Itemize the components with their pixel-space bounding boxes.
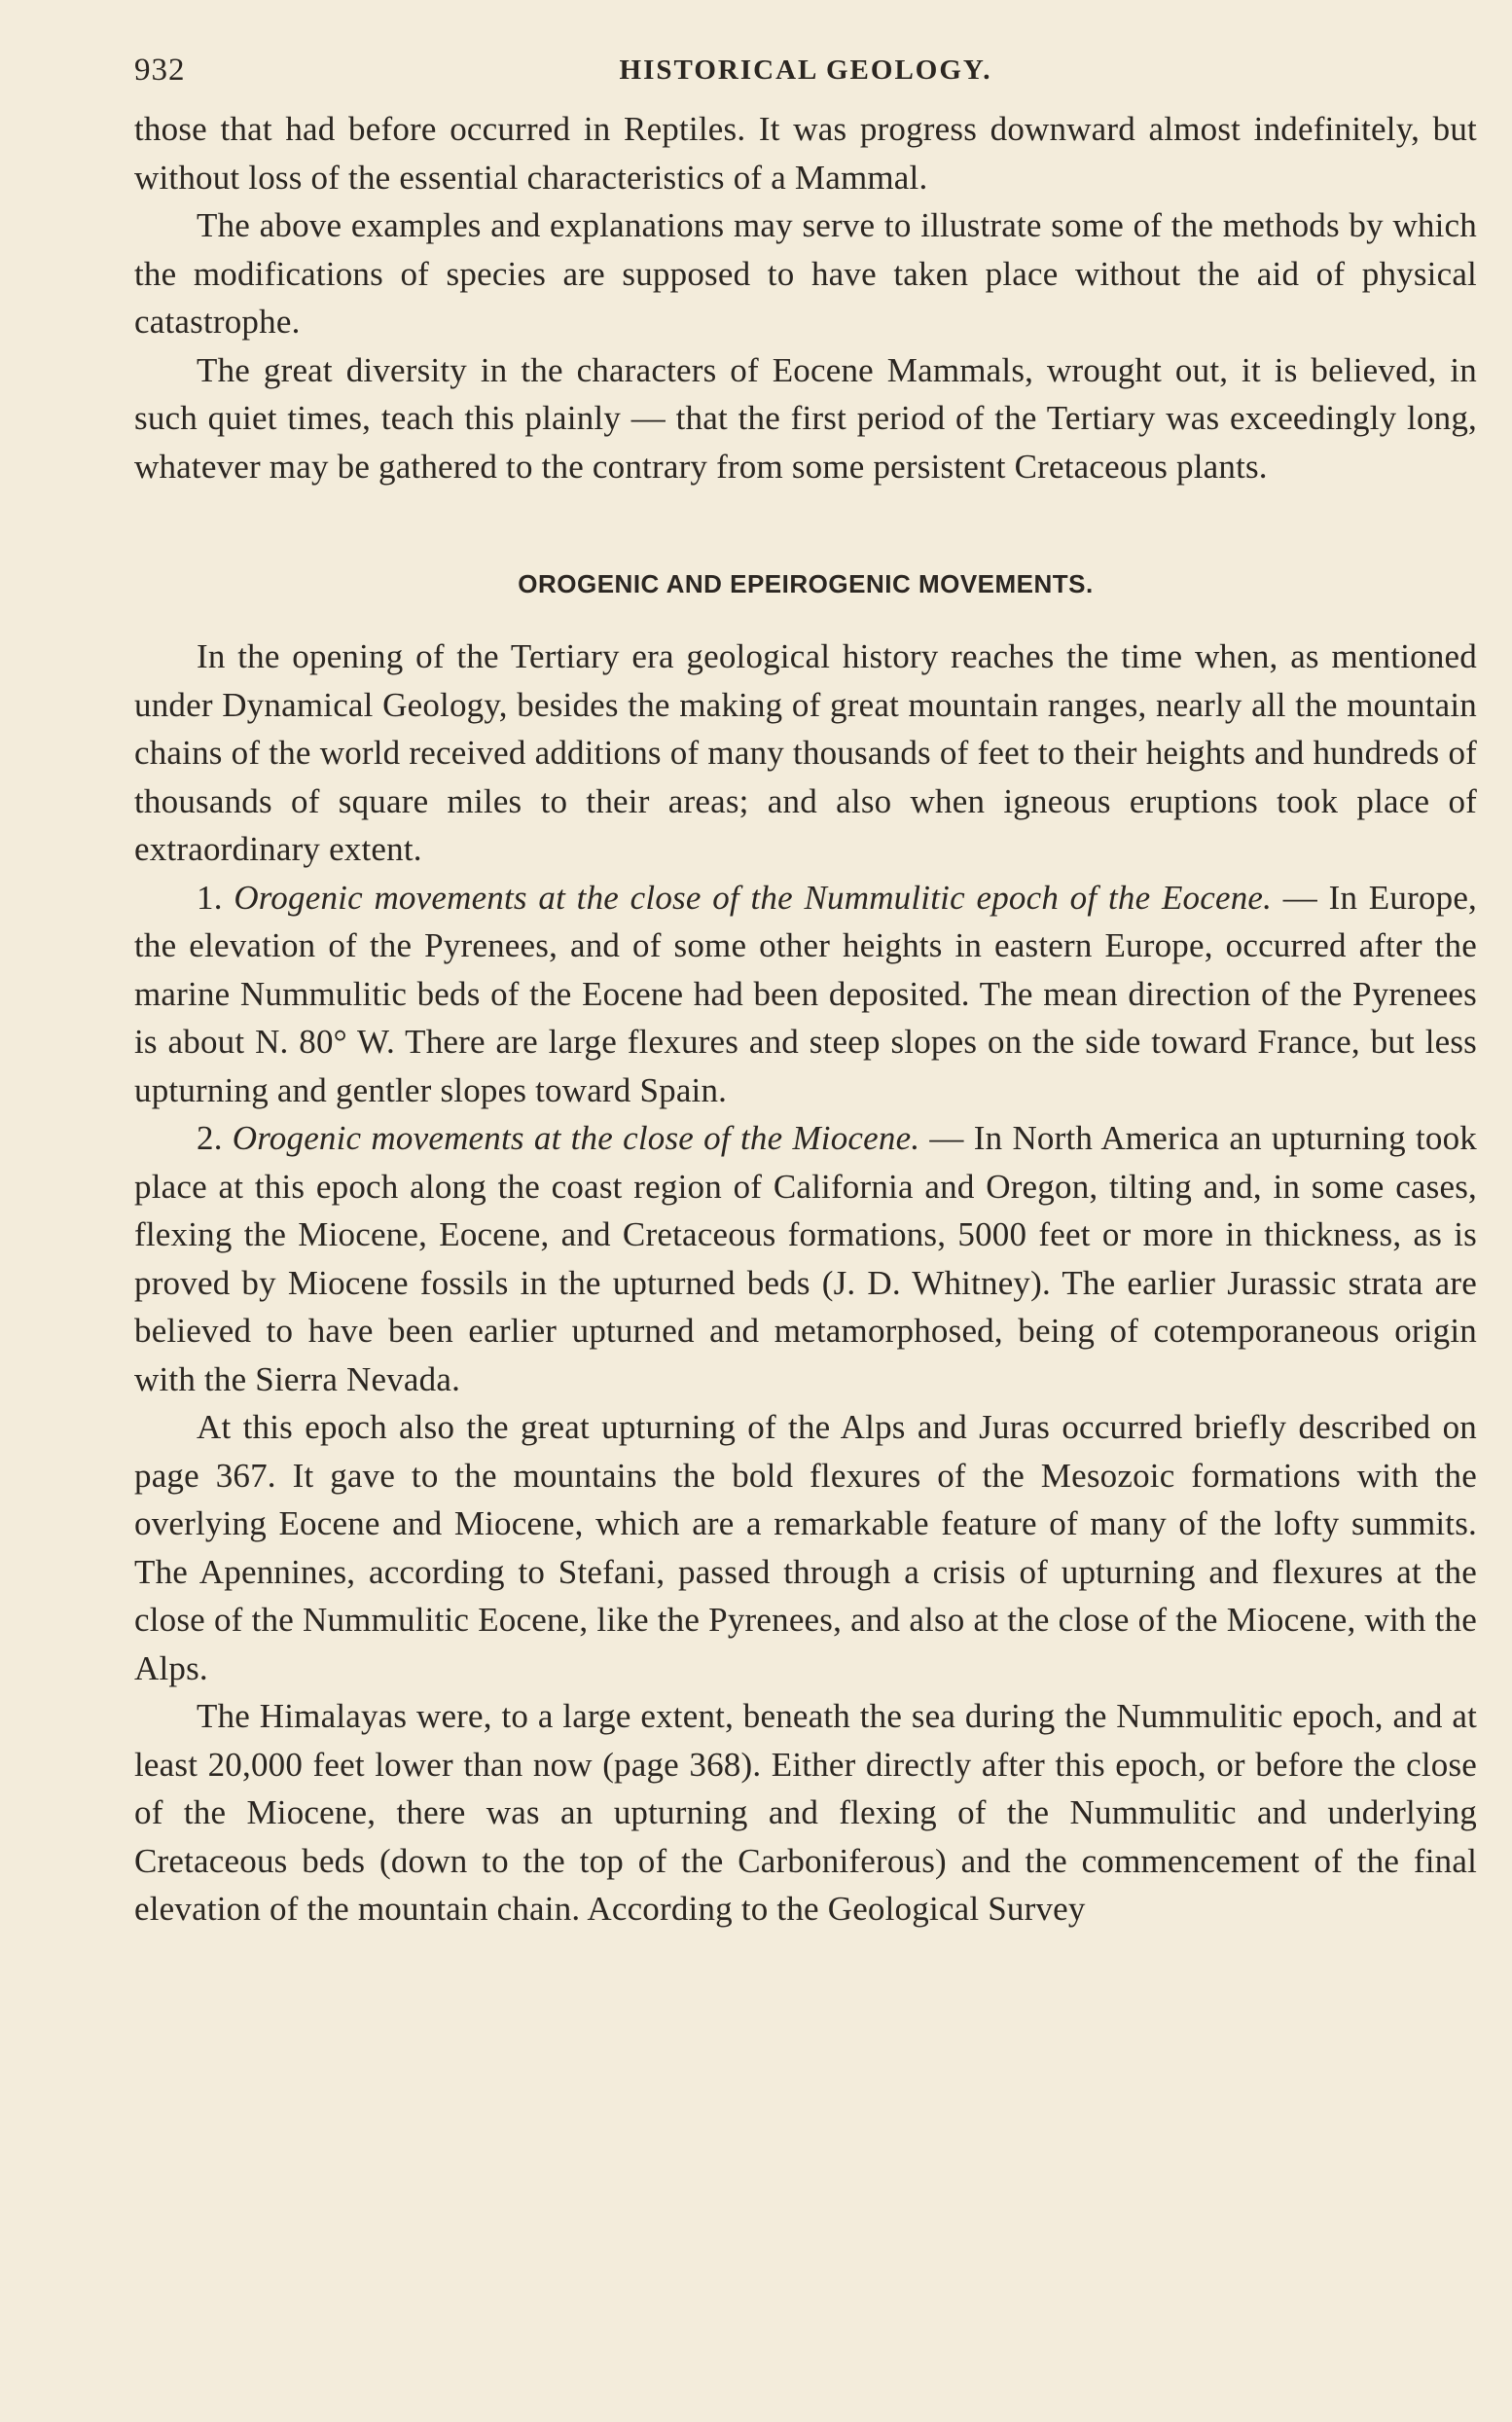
paragraph-illustration: The above examples and explanations may serve to illustrate some of the methods by which the modifications of species are supposed to have taken place without the aid of physical catastrophe. — [134, 206, 1477, 341]
item-body: In Europe, the elevation of the Pyrenees, and of some other heights in eastern Europe, occurred after the marine Nummulitic beds of the Eocene had been deposited. The mean direction of the Pyrenees is about N. 80° W. There are large flexures and steep slopes on the side toward France, but less upturning and gentler slopes toward Spain. — [134, 878, 1478, 1109]
item-title: Orogenic movements at the close of the Miocene. — [232, 1119, 920, 1157]
em-dash: — — [1272, 878, 1329, 917]
page-header — [134, 47, 1477, 105]
paragraph-continuation: those that had before occurred in Reptiles. It was progress downward almost indefinitely, but without loss of the essential characteristics of a Mammal. — [134, 110, 1477, 197]
running-head: HISTORICAL GEOLOGY. — [619, 54, 992, 86]
numbered-paragraph-2 — [134, 1114, 1477, 1403]
book-page — [134, 47, 1477, 1934]
item-number: 1. — [197, 878, 223, 917]
page-number: 932 — [134, 53, 186, 88]
paragraph-eocene-mammals: The great diversity in the characters of Eocene Mammals, wrought out, it is believed, in such quiet times, teach this plainly — that the first period of the Tertiary was exceedingly long, whatever may be gathered to the contrary from some persistent Cretaceous plants. — [134, 350, 1477, 486]
paragraph-alps: At this epoch also the great upturning of the Alps and Juras occurred briefly described on page 367. It gave to the mountains the bold flexures of the Mesozoic formations with the overlying Eocene and Miocene, which are a remarkable feature of many of the lofty summits. The Apennines, according to Stefani, passed through a crisis of upturning and flexures at the close of the Nummulitic Eocene, like the Pyrenees, and also at the close of the Miocene, with the Alps. — [134, 1408, 1477, 1687]
item-body: In North America an upturning took place at this epoch along the coast region of California and Oregon, tilting and, in some cases, flexing the Miocene, Eocene, and Cretaceous formations, 5000 feet or more in thickness, as is proved by Miocene fossils in the upturned beds (J. D. Whitney). The earlier Jurassic strata are believed to have been earlier upturned and metamorphosed, being of cotemporaneous origin with the Sierra Nevada. — [134, 1119, 1477, 1398]
item-title: Orogenic movements at the close of the Nummulitic epoch of the Eocene. — [234, 878, 1273, 917]
em-dash: — — [919, 1119, 974, 1157]
numbered-paragraph-1 — [134, 874, 1477, 1115]
paragraph-tertiary-opening: In the opening of the Tertiary era geological history reaches the time when, as mentioned under Dynamical Geology, besides the making of great mountain ranges, nearly all the mountain chains of the world received additions of many thousands of feet to their heights and hundreds of thousands of square miles to their areas; and also when igneous eruptions took place of extraordinary extent. — [134, 637, 1477, 868]
section-heading: OROGENIC AND EPEIROGENIC MOVEMENTS. — [518, 569, 1094, 598]
paragraph-himalayas: The Himalayas were, to a large extent, beneath the sea during the Nummulitic epoch, and at least 20,000 feet lower than now (page 368). Either directly after this epoch, or before the close of the Miocene, there was an upturning and flexing of the Nummulitic and underlying Cretaceous beds (down to the top of the Carboniferous) and the commencement of the final elevation of the mountain chain. According to the Geological Survey — [134, 1697, 1477, 1928]
item-number: 2. — [197, 1119, 223, 1157]
